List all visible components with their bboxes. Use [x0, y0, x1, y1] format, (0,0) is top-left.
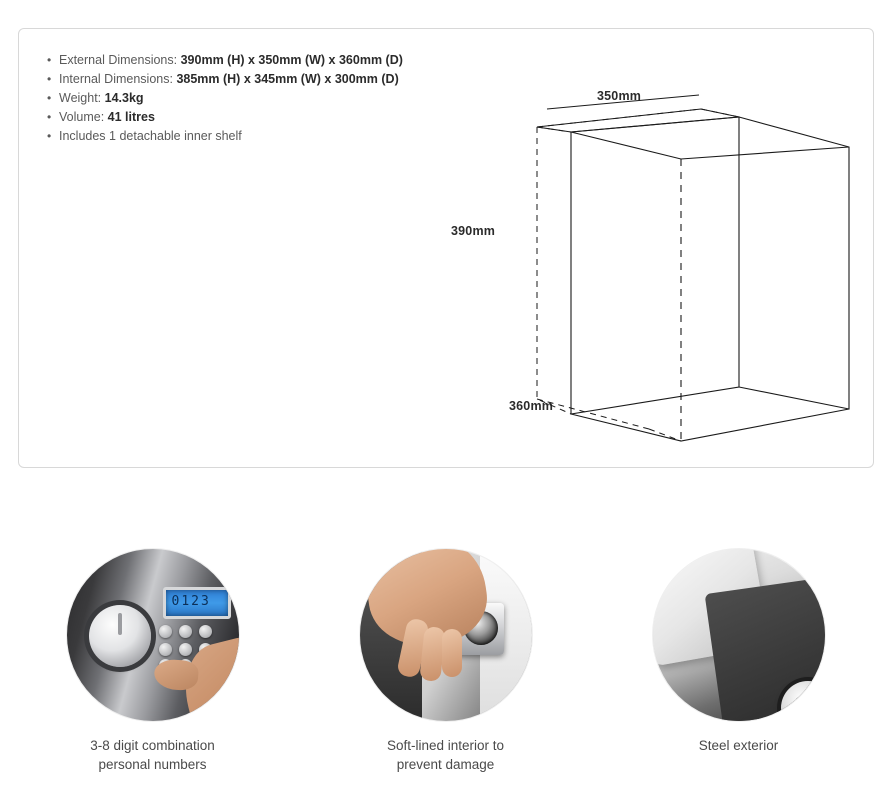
list-item	[47, 51, 403, 70]
spec-label: Weight:	[59, 91, 102, 105]
lcd-text: 0123	[171, 594, 211, 609]
features-row	[0, 548, 892, 788]
list-item	[47, 70, 403, 89]
lcd-display	[163, 587, 231, 619]
box-wireframe-svg	[449, 69, 869, 459]
diagram-height-label: 390mm	[451, 224, 496, 238]
spec-value: 390mm (H) x 350mm (W) x 360mm (D)	[180, 53, 403, 67]
feature-caption-line1: Steel exterior	[698, 738, 779, 753]
feature-caption	[590, 736, 887, 755]
spec-label: Internal Dimensions:	[59, 72, 173, 86]
spec-value: 14.3kg	[104, 91, 144, 105]
diagram-depth-label: 360mm	[509, 399, 554, 413]
diagram-width-label: 350mm	[597, 89, 642, 103]
feature-steel-exterior	[590, 548, 887, 755]
spec-value: 385mm (H) x 345mm (W) x 300mm (D)	[176, 72, 399, 86]
feature-caption	[297, 736, 594, 774]
feature-image-keypad	[66, 548, 240, 722]
specifications-list	[47, 51, 403, 146]
list-item	[47, 89, 403, 108]
spec-value: 41 litres	[107, 110, 155, 124]
dial-icon	[89, 605, 151, 667]
feature-caption-line2: personal numbers	[98, 757, 207, 772]
feature-caption	[4, 736, 301, 774]
spec-label: Includes 1 detachable inner shelf	[59, 129, 242, 143]
list-item	[47, 108, 403, 127]
dimensions-diagram	[449, 69, 869, 459]
feature-caption-line1: Soft-lined interior to	[386, 738, 505, 753]
spec-label: External Dimensions:	[59, 53, 178, 67]
feature-combination	[4, 548, 301, 774]
feature-image-camera	[359, 548, 533, 722]
list-item	[47, 127, 403, 146]
spec-label: Volume:	[59, 110, 105, 124]
specifications-panel	[18, 28, 874, 468]
feature-caption-line2: prevent damage	[396, 757, 495, 772]
feature-image-steel	[652, 548, 826, 722]
feature-caption-line1: 3-8 digit combination	[90, 738, 215, 753]
feature-soft-lined-interior	[297, 548, 594, 774]
finger	[442, 629, 462, 677]
